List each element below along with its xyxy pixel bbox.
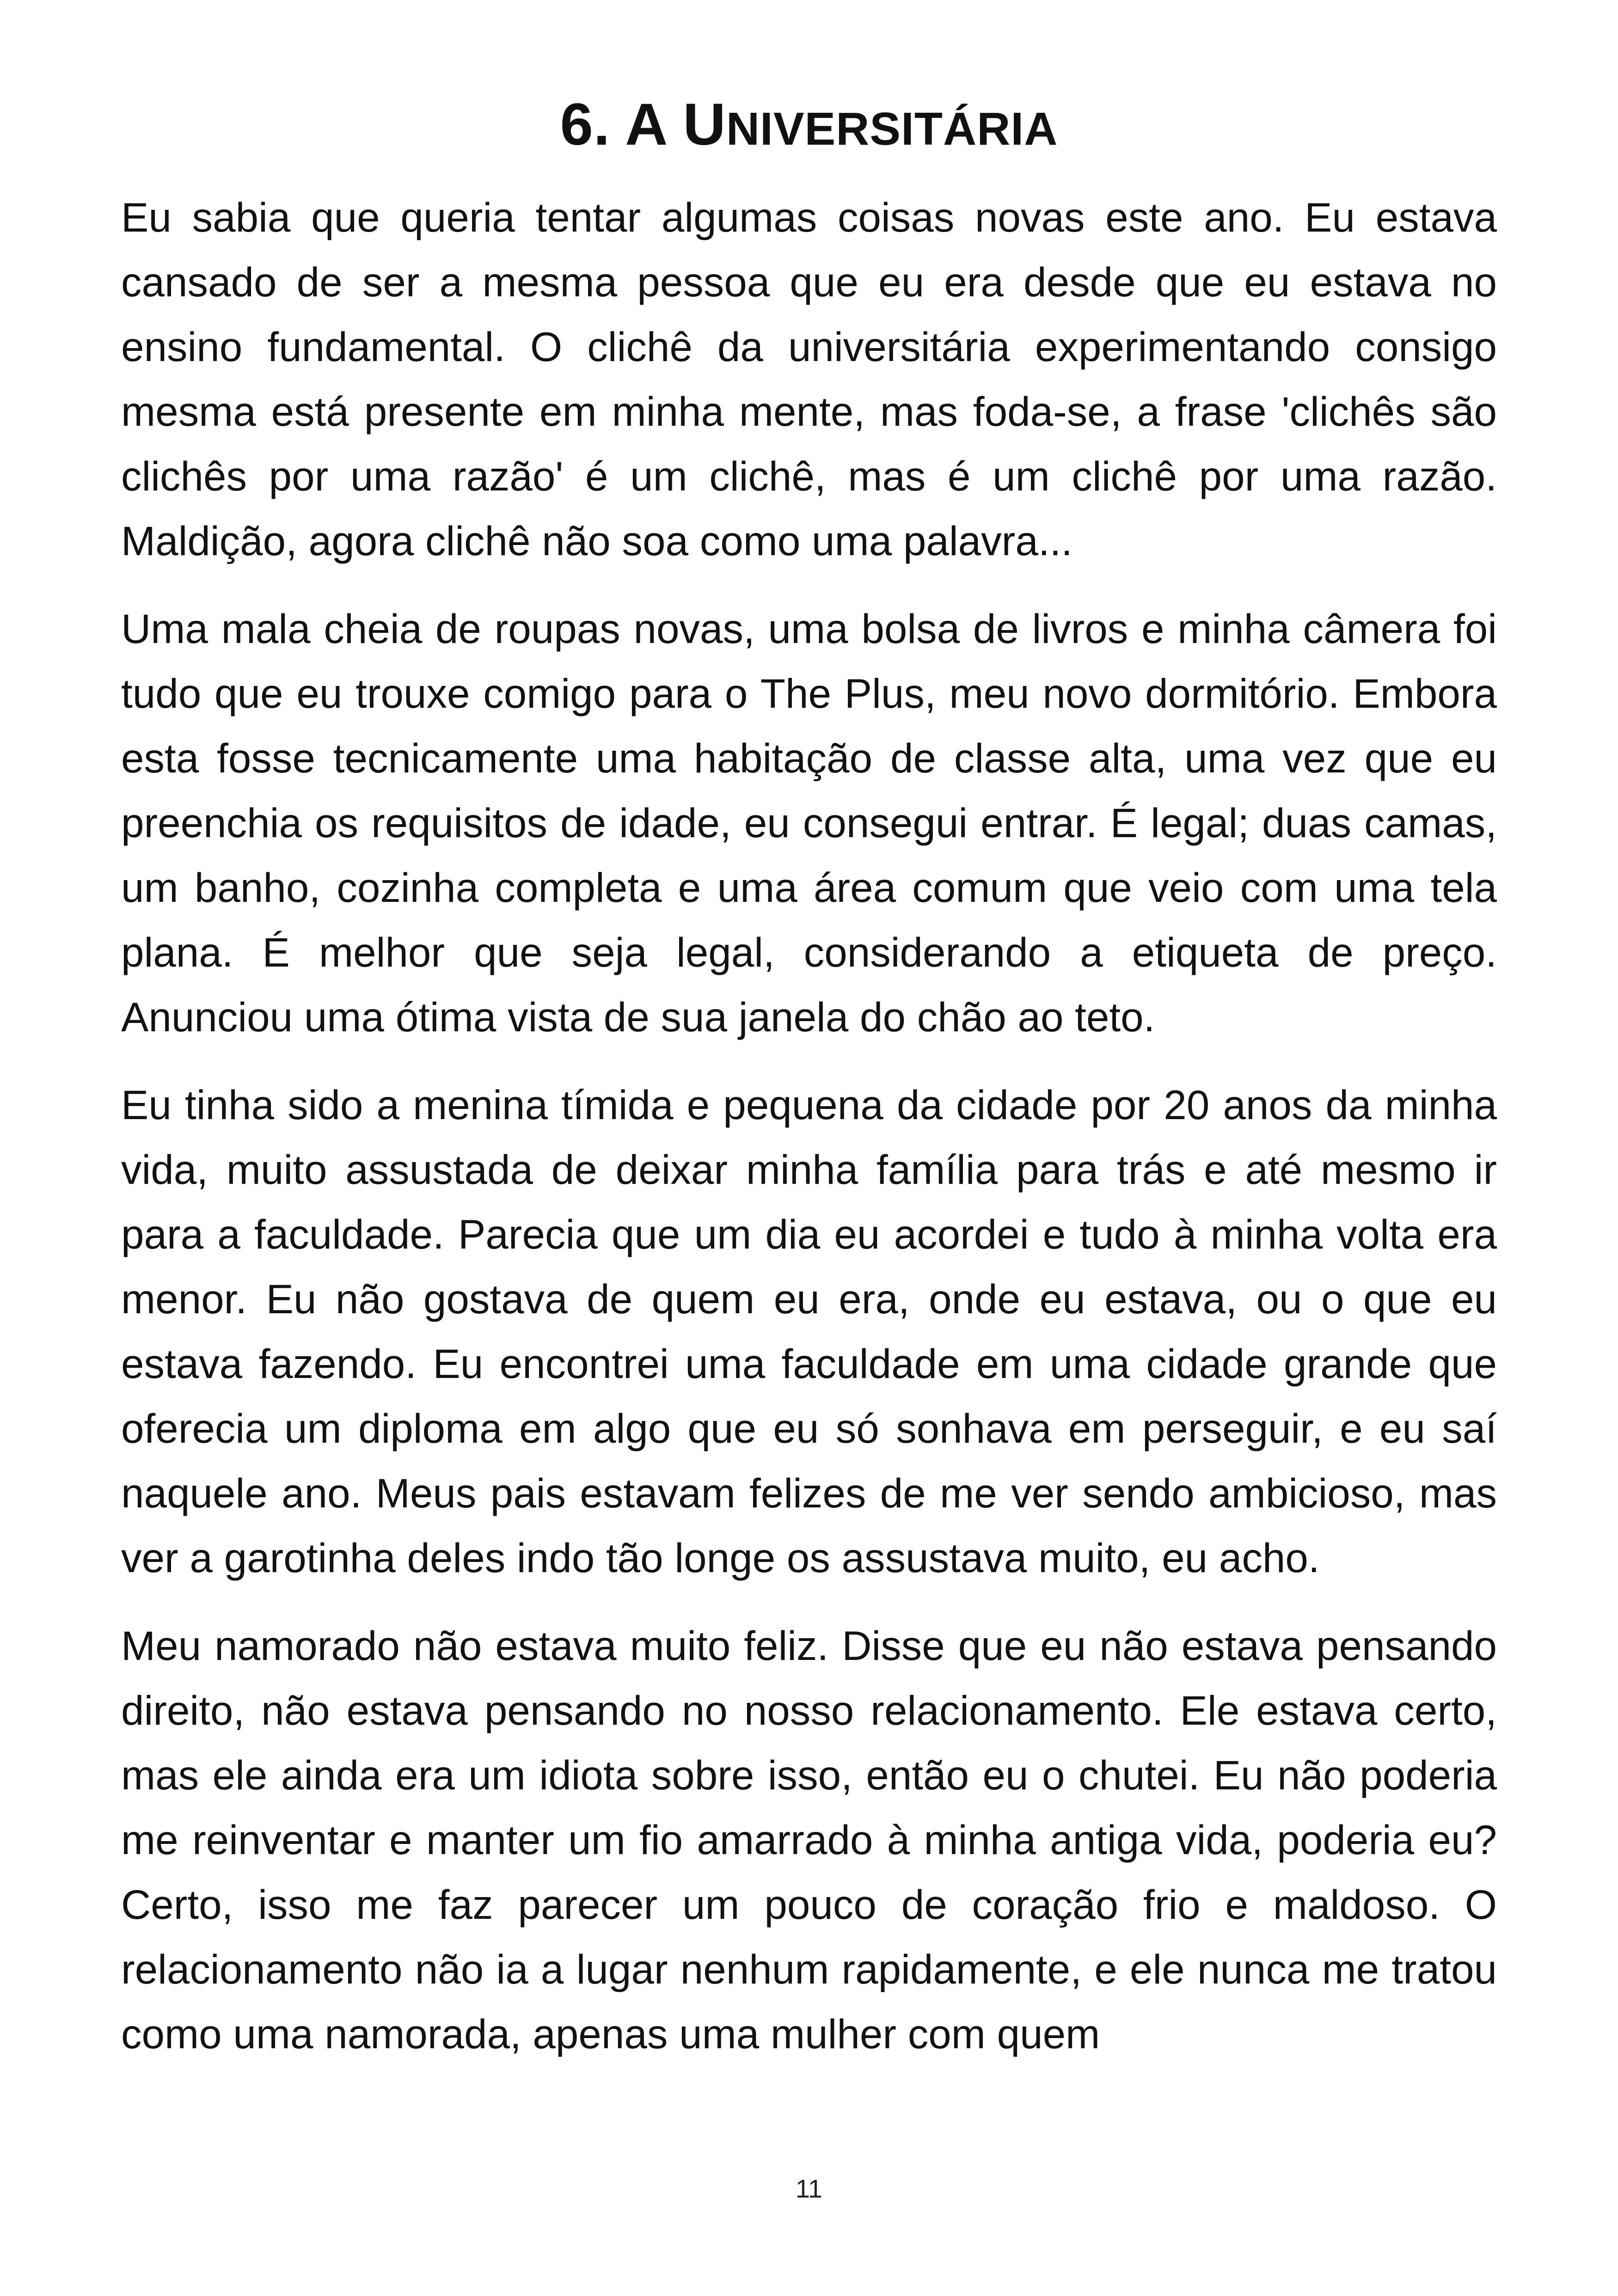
chapter-title-rest: NIVERSITÁRIA [726, 103, 1058, 155]
chapter-title-initial-a: A [625, 92, 666, 158]
paragraph-3: Eu tinha sido a menina tímida e pequena da cidade por 20 anos da minha vida, muito assustada de deixar minha família para trás e até mesmo ir para a faculdade. Parecia que um dia eu acordei e tudo à minha volta era menor. Eu não gostava de quem eu era, onde eu estava, ou o que eu estava fazendo. Eu encontrei uma faculdade em uma cidade grande que oferecia um diploma em algo que eu só sonhava em perseguir, e eu saí naquele ano. Meus pais estavam felizes de me ver sendo ambicioso, mas ver a garotinha deles indo tão longe os assustava muito, eu acho. [121, 1082, 1497, 1581]
paragraph-2: Uma mala cheia de roupas novas, uma bolsa de livros e minha câmera foi tudo que eu trouxe comigo para o The Plus, meu novo dormitório. Embora esta fosse tecnicamente uma habitação de classe alta, uma vez que eu preenchia os requisitos de idade, eu consegui entrar. É legal; duas camas, um banho, cozinha completa e uma área comum que veio com uma tela plana. É melhor que seja legal, considerando a etiqueta de preço. Anunciou uma ótima vista de sua janela do chão ao teto. [121, 606, 1497, 1040]
chapter-title-initial-u: U [683, 92, 726, 158]
page-number: 11 [795, 2174, 823, 2203]
paragraph-1: Eu sabia que queria tentar algumas coisas novas este ano. Eu estava cansado de ser a mesma pessoa que eu era desde que eu estava no ensino fundamental. O clichê da universitária experimentando consigo mesma está presente em minha mente, mas foda-se, a frase 'clichês são clichês por uma razão' é um clichê, mas é um clichê por uma razão. Maldição, agora clichê não soa como uma palavra... [121, 194, 1497, 564]
chapter-number: 6. [560, 92, 611, 158]
paragraph-4: Meu namorado não estava muito feliz. Disse que eu não estava pensando direito, não estava pensando no nosso relacionamento. Ele estava certo, mas ele ainda era um idiota sobre isso, então eu o chutei. Eu não poderia me reinventar e manter um fio amarrado à minha antiga vida, poderia eu? Certo, isso me faz parecer um pouco de coração frio e maldoso. O relacionamento não ia a lugar nenhum rapidamente, e ele nunca me tratou como uma namorada, apenas uma mulher com quem [121, 1623, 1497, 2057]
chapter-body [121, 185, 1497, 2089]
chapter-title [0, 88, 1618, 166]
